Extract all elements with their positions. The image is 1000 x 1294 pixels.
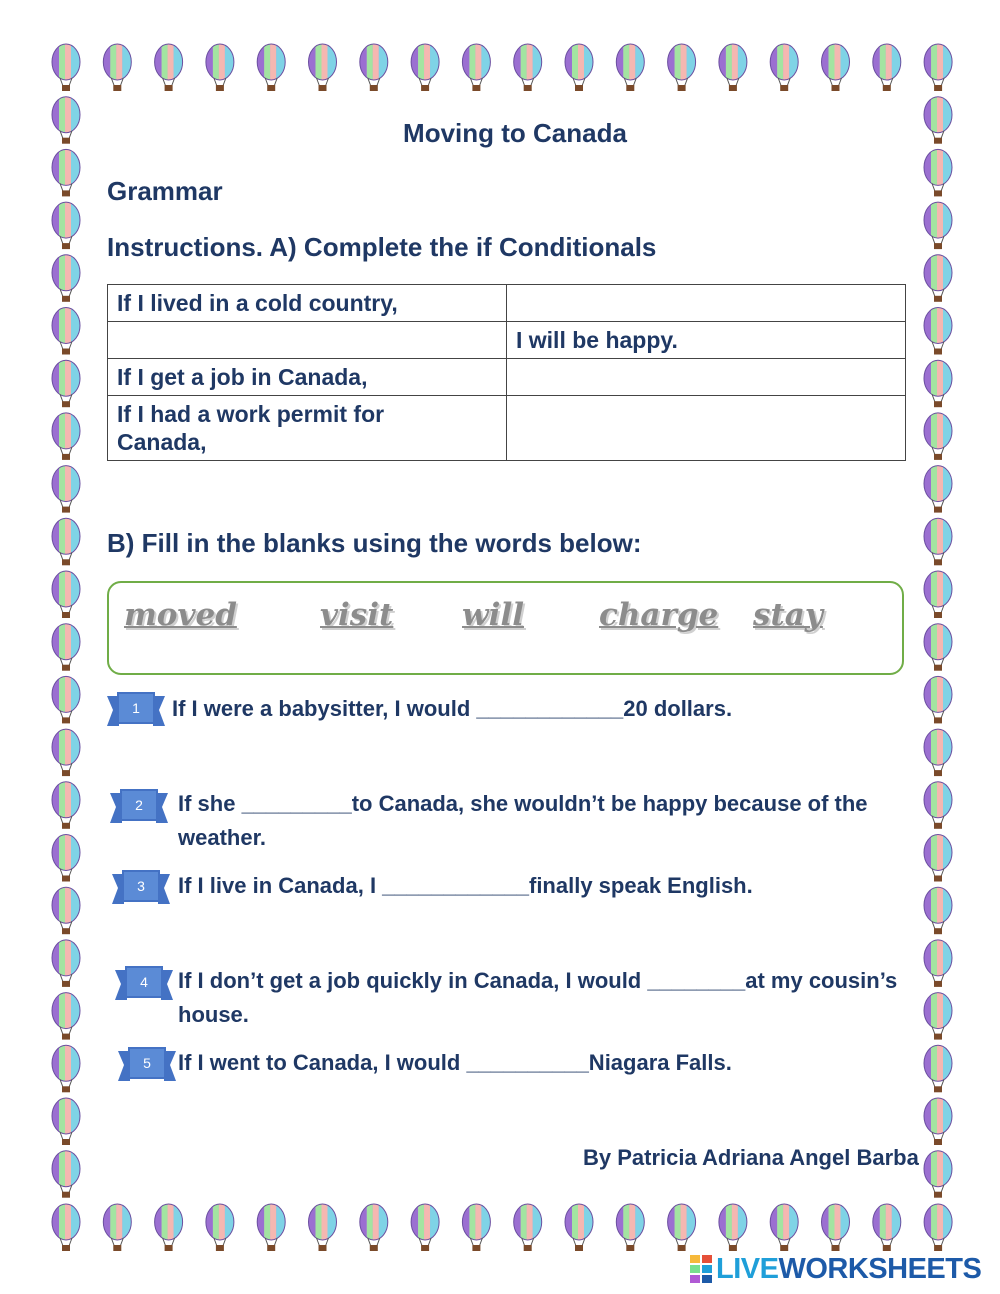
hot-air-balloon-icon: [52, 676, 80, 723]
hot-air-balloon-icon: [52, 940, 80, 987]
hot-air-balloon-icon: [411, 1204, 439, 1251]
hot-air-balloon-icon: [309, 44, 337, 91]
hot-air-balloon-icon: [924, 518, 952, 565]
hot-air-balloon-icon: [52, 202, 80, 249]
ribbon-banner-icon: [115, 966, 173, 1002]
table-cell-left: If I get a job in Canada,: [108, 359, 507, 396]
answer-cell[interactable]: [108, 322, 507, 359]
hot-air-balloon-icon: [924, 1204, 952, 1251]
hot-air-balloon-icon: [155, 1204, 183, 1251]
hot-air-balloon-icon: [514, 44, 542, 91]
hot-air-balloon-icon: [206, 1204, 234, 1251]
hot-air-balloon-icon: [52, 1045, 80, 1092]
table-row: [108, 322, 906, 359]
section-heading-grammar: Grammar: [107, 176, 223, 206]
hot-air-balloon-icon: [924, 835, 952, 882]
instruction-a: Instructions. A) Complete the if Conditionals: [107, 232, 657, 262]
logo-text-live: LIVE: [716, 1252, 779, 1285]
hot-air-balloon-icon: [924, 360, 952, 407]
hot-air-balloon-icon: [52, 993, 80, 1040]
logo-text-worksheets: WORKSHEETS: [778, 1252, 982, 1285]
hot-air-balloon-icon: [360, 1204, 388, 1251]
ribbon-banner-icon: [110, 789, 168, 825]
sentence-4: If I don’t get a job quickly in Canada, I would ________at my cousin’s: [178, 968, 898, 993]
hot-air-balloon-icon: [873, 1204, 901, 1251]
hot-air-balloon-icon: [924, 676, 952, 723]
hot-air-balloon-icon: [924, 308, 952, 355]
author-credit: By Patricia Adriana Angel Barba: [583, 1145, 919, 1170]
word-bank-item: visit: [320, 597, 394, 633]
hot-air-balloon-icon: [52, 1151, 80, 1198]
hot-air-balloon-icon: [52, 518, 80, 565]
hot-air-balloon-icon: [924, 413, 952, 460]
hot-air-balloon-icon: [924, 149, 952, 196]
hot-air-balloon-icon: [719, 44, 747, 91]
hot-air-balloon-icon: [52, 360, 80, 407]
table-row: [108, 285, 906, 322]
hot-air-balloon-icon: [52, 624, 80, 671]
hot-air-balloon-icon: [924, 993, 952, 1040]
hot-air-balloon-icon: [309, 1204, 337, 1251]
hot-air-balloon-icon: [52, 44, 80, 91]
hot-air-balloon-icon: [52, 466, 80, 513]
hot-air-balloon-icon: [52, 835, 80, 882]
hot-air-balloon-icon: [565, 1204, 593, 1251]
hot-air-balloon-icon: [924, 466, 952, 513]
hot-air-balloon-icon: [924, 940, 952, 987]
hot-air-balloon-icon: [103, 1204, 131, 1251]
hot-air-balloon-icon: [565, 44, 593, 91]
hot-air-balloon-icon: [924, 202, 952, 249]
hot-air-balloon-icon: [52, 571, 80, 618]
hot-air-balloon-icon: [924, 782, 952, 829]
sentence-number: 4: [140, 974, 148, 990]
hot-air-balloon-icon: [206, 44, 234, 91]
table-cell-right: I will be happy.: [507, 322, 906, 359]
word-bank-item: stay: [753, 597, 823, 633]
sentence-2: If she _________to Canada, she wouldn’t be happy because of the: [178, 791, 868, 816]
ribbon-banner-icon: [112, 870, 170, 906]
hot-air-balloon-icon: [873, 44, 901, 91]
word-bank-item: moved: [124, 597, 237, 633]
hot-air-balloon-icon: [924, 1045, 952, 1092]
hot-air-balloon-icon: [770, 44, 798, 91]
hot-air-balloon-icon: [52, 413, 80, 460]
hot-air-balloon-icon: [668, 1204, 696, 1251]
hot-air-balloon-icon: [770, 1204, 798, 1251]
conditionals-table: [107, 284, 906, 461]
hot-air-balloon-icon: [257, 1204, 285, 1251]
hot-air-balloon-icon: [52, 1098, 80, 1145]
hot-air-balloon-icon: [257, 44, 285, 91]
sentence-5: If I went to Canada, I would __________Niagara Falls.: [178, 1050, 732, 1075]
answer-cell[interactable]: [507, 396, 906, 461]
hot-air-balloon-icon: [155, 44, 183, 91]
hot-air-balloon-icon: [924, 1151, 952, 1198]
hot-air-balloon-icon: [52, 782, 80, 829]
hot-air-balloon-icon: [822, 1204, 850, 1251]
ribbon-banner-icon: [118, 1047, 176, 1083]
hot-air-balloon-icon: [924, 255, 952, 302]
sentence-number: 5: [143, 1055, 151, 1071]
hot-air-balloon-icon: [360, 44, 388, 91]
sentence-number: 1: [132, 700, 140, 716]
hot-air-balloon-icon: [822, 44, 850, 91]
hot-air-balloon-icon: [52, 887, 80, 934]
hot-air-balloon-icon: [52, 255, 80, 302]
hot-air-balloon-icon: [924, 624, 952, 671]
hot-air-balloon-icon: [924, 571, 952, 618]
hot-air-balloon-icon: [924, 887, 952, 934]
page-title: Moving to Canada: [403, 118, 627, 148]
sentence-1: If I were a babysitter, I would ____________20 dollars.: [172, 696, 733, 721]
word-bank-item: will: [462, 597, 525, 633]
hot-air-balloon-icon: [924, 44, 952, 91]
sentence-number: 2: [135, 797, 143, 813]
hot-air-balloon-icon: [52, 729, 80, 776]
sentence-2-continued: weather.: [178, 825, 267, 850]
hot-air-balloon-icon: [719, 1204, 747, 1251]
hot-air-balloon-icon: [924, 729, 952, 776]
hot-air-balloon-icon: [52, 308, 80, 355]
hot-air-balloon-icon: [462, 1204, 490, 1251]
table-cell-left: If I lived in a cold country,: [108, 285, 507, 322]
hot-air-balloon-icon: [52, 149, 80, 196]
ribbon-banner-icon: [107, 692, 165, 728]
table-cell-left: If I had a work permit for Canada,: [108, 396, 507, 461]
answer-cell[interactable]: [507, 285, 906, 322]
liveworksheets-logo[interactable]: [690, 1252, 981, 1286]
hot-air-balloon-icon: [103, 44, 131, 91]
instruction-b: B) Fill in the blanks using the words below:: [107, 528, 642, 558]
hot-air-balloon-icon: [924, 1098, 952, 1145]
sentence-3: If I live in Canada, I ____________finally speak English.: [178, 873, 753, 898]
word-bank: [107, 581, 904, 675]
hot-air-balloon-icon: [411, 44, 439, 91]
sentence-4-continued: house.: [178, 1002, 249, 1027]
hot-air-balloon-icon: [52, 1204, 80, 1251]
answer-cell[interactable]: [507, 359, 906, 396]
liveworksheets-logo-icon: [690, 1255, 712, 1283]
word-bank-item: charge: [599, 597, 719, 633]
table-row: [108, 359, 906, 396]
table-row: [108, 396, 906, 461]
hot-air-balloon-icon: [616, 44, 644, 91]
sentence-number: 3: [137, 878, 145, 894]
hot-air-balloon-icon: [514, 1204, 542, 1251]
hot-air-balloon-icon: [462, 44, 490, 91]
hot-air-balloon-icon: [668, 44, 696, 91]
hot-air-balloon-icon: [616, 1204, 644, 1251]
